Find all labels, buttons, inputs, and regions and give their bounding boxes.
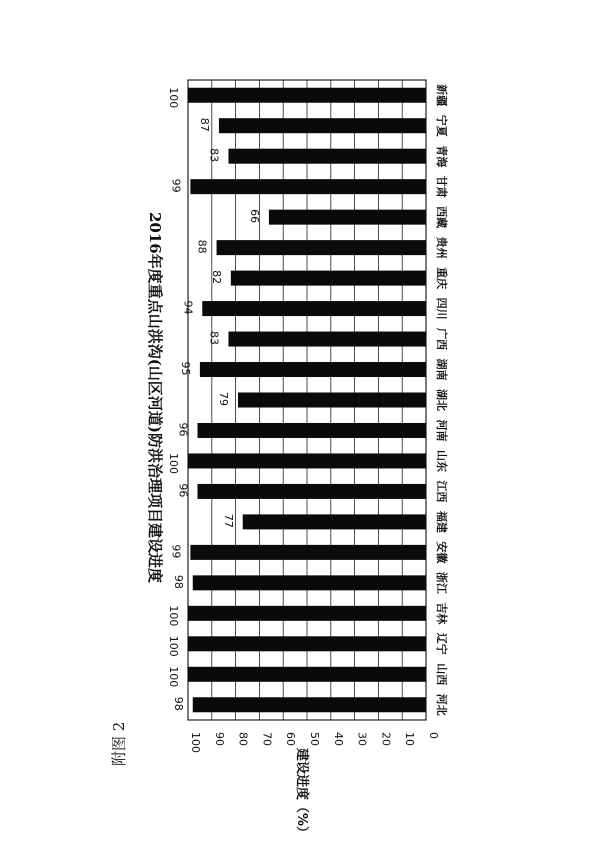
bar <box>188 606 426 621</box>
data-label: 82 <box>209 270 223 285</box>
data-label: 83 <box>207 148 221 163</box>
bar <box>217 240 426 255</box>
data-label: 79 <box>216 392 230 406</box>
bar <box>198 423 426 438</box>
y-tick-label: 50 <box>308 732 321 746</box>
bar <box>219 118 426 133</box>
category-label: 江西 <box>435 480 448 503</box>
y-tick-label: 40 <box>331 732 345 746</box>
data-label: 95 <box>178 361 192 376</box>
data-label: 99 <box>169 178 183 193</box>
chart-title: 2016年度重点山洪沟(山区河道)防洪治理项目建设进度 <box>146 212 164 583</box>
data-label: 99 <box>169 544 183 559</box>
y-tick-label: 90 <box>212 732 226 746</box>
bar <box>228 149 426 164</box>
category-label: 河南 <box>435 419 448 442</box>
data-label: 87 <box>197 117 211 132</box>
y-tick-label: 10 <box>403 732 417 746</box>
category-label: 重庆 <box>435 267 448 290</box>
bar <box>188 636 426 651</box>
category-label: 湖北 <box>435 389 448 411</box>
category-label: 浙江 <box>435 571 448 594</box>
bar <box>269 210 426 225</box>
bar <box>193 697 426 712</box>
category-label: 湖南 <box>435 358 448 381</box>
data-label: 96 <box>176 483 190 498</box>
y-tick-label: 60 <box>284 732 298 746</box>
data-label: 66 <box>247 209 261 224</box>
y-tick-label: 100 <box>189 732 202 753</box>
category-label: 贵州 <box>435 236 448 259</box>
page-label: 附图 2 <box>110 721 128 766</box>
bar <box>198 484 426 499</box>
category-label: 山西 <box>435 663 448 686</box>
data-label: 77 <box>221 513 235 528</box>
data-label: 100 <box>167 635 180 657</box>
category-label: 西藏 <box>435 206 448 229</box>
data-label: 100 <box>167 666 180 688</box>
bar <box>243 514 426 529</box>
y-axis-title: 建设进度（%） <box>294 748 309 840</box>
category-label: 甘肃 <box>435 175 448 198</box>
data-label: 100 <box>167 452 180 474</box>
bar <box>188 453 426 468</box>
bar <box>193 575 426 590</box>
bar <box>188 88 426 103</box>
category-label: 安徽 <box>435 541 448 564</box>
data-label: 100 <box>167 87 180 109</box>
data-label: 98 <box>171 696 185 711</box>
data-label: 98 <box>171 574 185 589</box>
bar <box>228 332 426 347</box>
data-label: 88 <box>195 239 209 254</box>
bar <box>202 301 426 316</box>
category-label: 山东 <box>435 449 448 472</box>
category-label: 福建 <box>434 510 448 533</box>
category-label: 新疆 <box>435 84 448 107</box>
category-label: 青海 <box>435 145 448 168</box>
bar <box>238 393 426 408</box>
bar <box>200 362 426 377</box>
category-label: 吉林 <box>435 602 448 625</box>
y-tick-label: 70 <box>260 732 274 746</box>
data-label: 96 <box>176 422 190 437</box>
y-tick-label: 20 <box>379 732 393 746</box>
y-tick-label: 0 <box>427 732 440 739</box>
y-tick-label: 30 <box>355 732 369 746</box>
category-label: 四川 <box>435 297 448 320</box>
bar <box>188 667 426 682</box>
category-label: 广西 <box>435 328 448 351</box>
bar <box>190 545 426 560</box>
data-label: 83 <box>207 331 221 346</box>
data-label: 94 <box>181 300 195 315</box>
category-label: 河北 <box>435 693 448 716</box>
data-label: 100 <box>167 605 180 627</box>
y-tick-label: 80 <box>236 732 250 746</box>
bar <box>190 179 426 194</box>
category-label: 辽宁 <box>435 632 448 655</box>
bar <box>231 271 426 286</box>
category-label: 宁夏 <box>435 114 448 137</box>
